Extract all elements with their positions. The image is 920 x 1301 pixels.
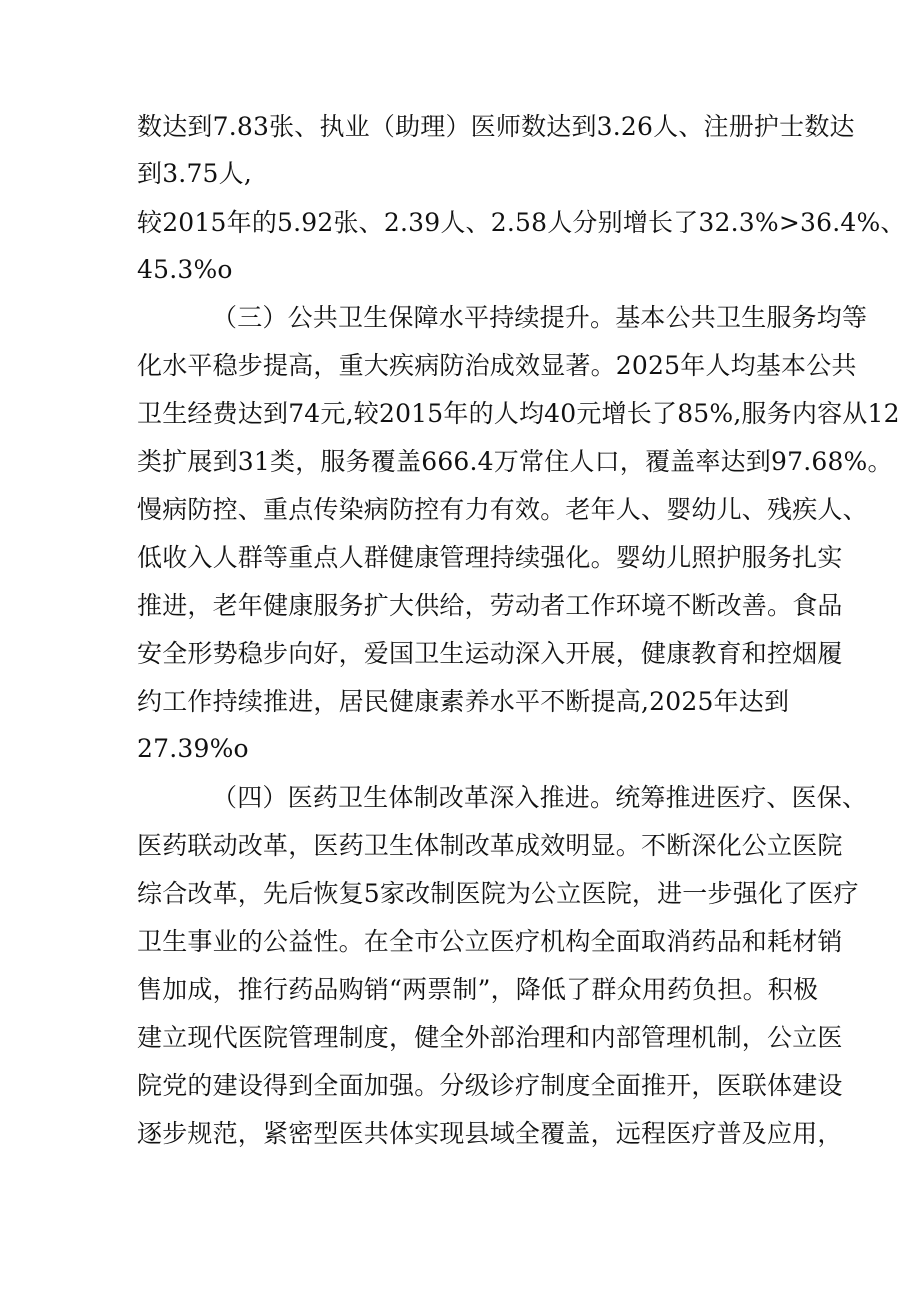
paragraph-line: 45.3%o xyxy=(137,255,233,284)
paragraph-line: 低收入人群等重点人群健康管理持续强化。婴幼儿照护服务扎实 xyxy=(137,543,843,572)
paragraph-line: 安全形势稳步向好，爱国卫生运动深入开展，健康教育和控烟履 xyxy=(137,639,843,668)
paragraph-line: 推进，老年健康服务扩大供给，劳动者工作环境不断改善。食品 xyxy=(137,591,843,620)
paragraph-line: 建立现代医院管理制度，健全外部治理和内部管理机制，公立医 xyxy=(137,1023,843,1052)
paragraph-line: 到3.75人, xyxy=(137,159,253,188)
paragraph-line: 综合改革，先后恢复5家改制医院为公立医院，进一步强化了医疗 xyxy=(137,879,859,908)
paragraph-line: 类扩展到31类，服务覆盖666.4万常住人口，覆盖率达到97.68%。 xyxy=(137,447,893,476)
section-heading-line: （四）医药卫生体制改革深入推进。统筹推进医疗、医保、 xyxy=(212,783,868,812)
paragraph-line: 逐步规范，紧密型医共体实现县域全覆盖，远程医疗普及应用， xyxy=(137,1119,843,1148)
paragraph-line: 化水平稳步提高，重大疾病防治成效显著。2025年人均基本公共 xyxy=(137,351,857,380)
section-heading-line: （三）公共卫生保障水平持续提升。基本公共卫生服务均等 xyxy=(212,303,868,332)
paragraph-line: 较2015年的5.92张、2.39人、2.58人分别增长了32.3%>36.4%、 xyxy=(137,208,906,237)
paragraph-line: 慢病防控、重点传染病防控有力有效。老年人、婴幼儿、残疾人、 xyxy=(137,495,868,524)
paragraph-line: 27.39%o xyxy=(137,734,249,763)
paragraph-line: 数达到7.83张、执业（助理）医师数达到3.26人、注册护士数达 xyxy=(137,112,855,141)
paragraph-line: 院党的建设得到全面加强。分级诊疗制度全面推开，医联体建设 xyxy=(137,1071,843,1100)
paragraph-line: 医药联动改革，医药卫生体制改革成效明显。不断深化公立医院 xyxy=(137,831,843,860)
paragraph-line: 卫生经费达到74元,较2015年的人均40元增长了85%,服务内容从12 xyxy=(137,399,900,428)
paragraph-line: 约工作持续推进，居民健康素养水平不断提高,2025年达到 xyxy=(137,687,790,716)
paragraph-line: 售加成，推行药品购销“两票制”，降低了群众用药负担。积极 xyxy=(137,975,819,1004)
paragraph-line: 卫生事业的公益性。在全市公立医疗机构全面取消药品和耗材销 xyxy=(137,927,843,956)
